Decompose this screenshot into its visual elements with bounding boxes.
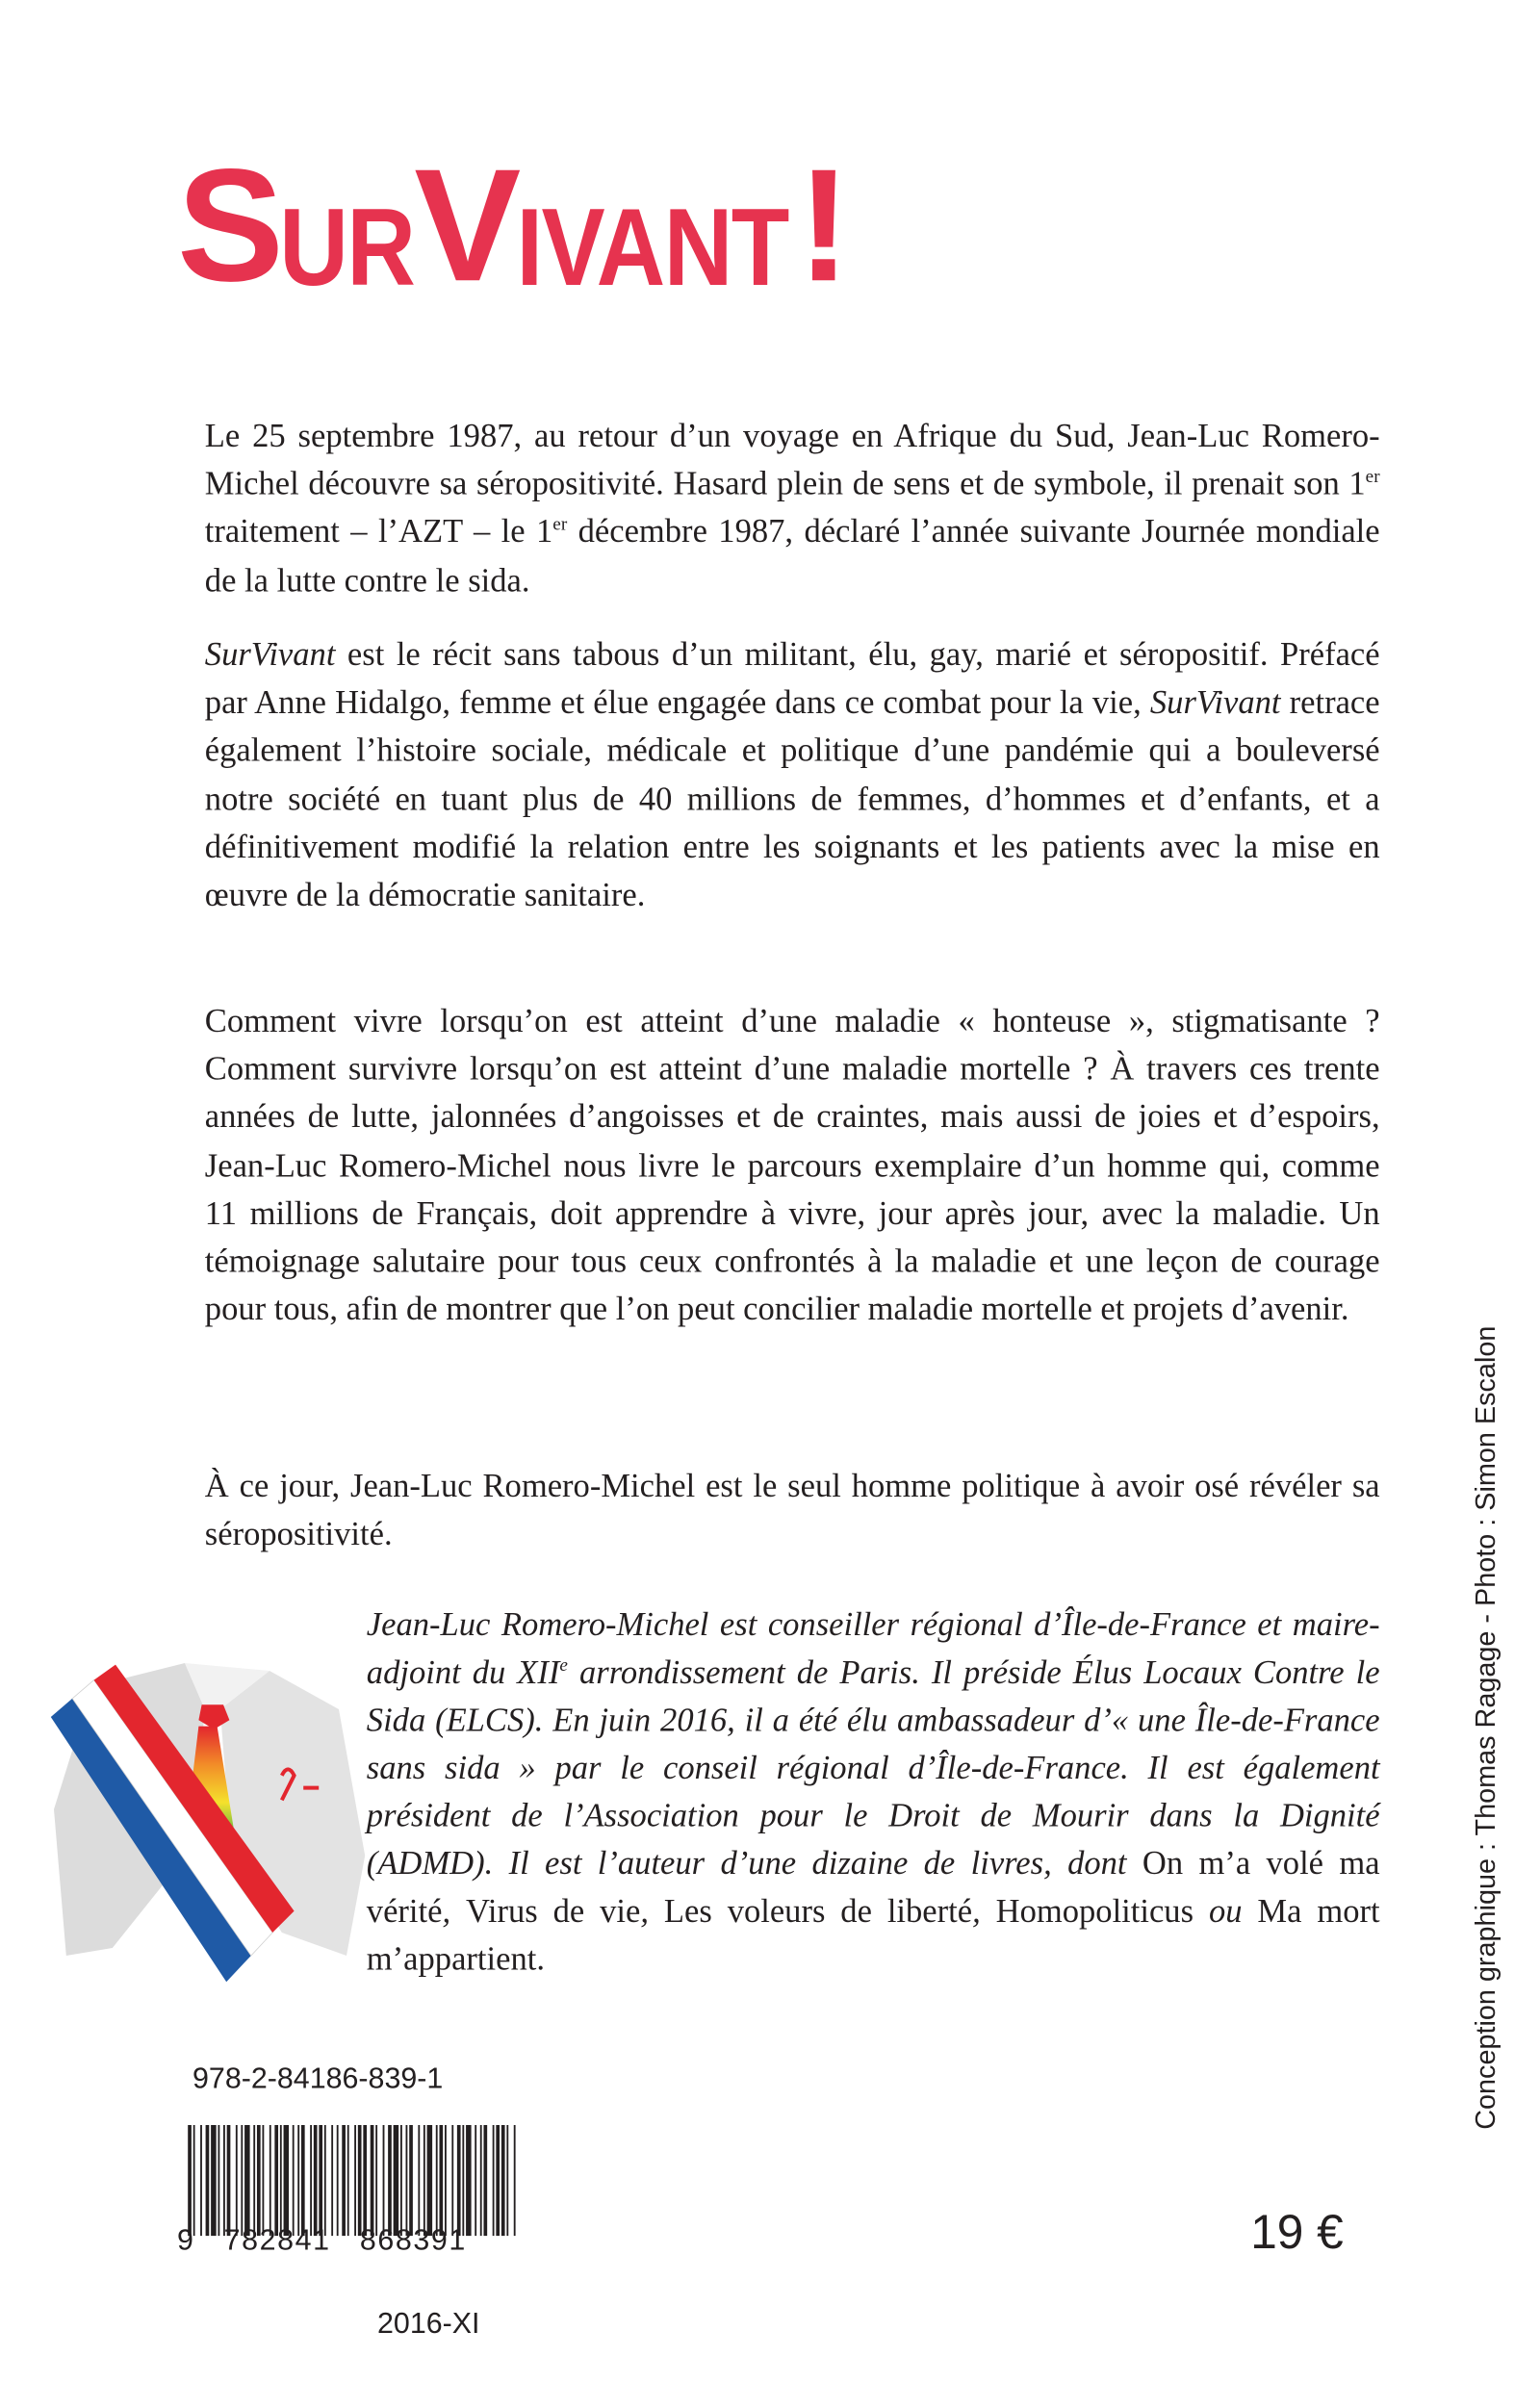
isbn-number: 978-2-84186-839-1	[192, 2063, 444, 2096]
barcode-bar	[280, 2125, 282, 2236]
bio-text-b: arrondissement de Paris. Il préside Élus Locaux Contre le Sida (ELCS). En juin 2016, il a été élu ambassadeur d’« une Île-de-France sans sida » par le conseil régional d’Île-de-France. Il est également président de l’Association pour le Droit de Mourir dans la Dignité (ADMD). Il est l’auteur d’une dizaine de livres, dont	[366, 1653, 1380, 1883]
barcode	[185, 2125, 521, 2236]
barcode-bar	[496, 2125, 500, 2236]
barcode-bar	[462, 2125, 464, 2236]
barcode-bar	[206, 2125, 210, 2236]
barcode-bar	[466, 2125, 472, 2236]
book-title-4: Homopoliticus	[995, 1892, 1194, 1930]
barcode-bar	[218, 2125, 219, 2236]
barcode-bar	[445, 2125, 447, 2236]
superscript: er	[552, 513, 568, 535]
book-title-3: Les voleurs de liberté	[663, 1892, 973, 1930]
barcode-bar	[475, 2125, 476, 2236]
blurb-paragraph-2	[205, 631, 1380, 920]
barcode-bar	[301, 2125, 305, 2236]
blurb-2-text-b: retrace également l’histoire sociale, médicale et politique d’une pandémie qui a bouleversé notre société en tuant plus de 40 millions de femmes, d’hommes et d’enfants, et a définitivement modifié la relation entre les soignants et les patients avec la mise en œuvre de la démocratie sanitaire.	[204, 683, 1380, 913]
barcode-bar	[347, 2125, 349, 2236]
barcode-bar	[324, 2125, 326, 2236]
barcode-bar	[388, 2125, 392, 2236]
price: 19 €	[1250, 2205, 1344, 2260]
book-title-2: Virus de vie	[466, 1892, 641, 1930]
book-title-italic: SurVivant	[204, 635, 336, 674]
title-part-ivant: IVANT	[516, 187, 788, 310]
barcode-bar	[314, 2125, 318, 2236]
barcode-bar	[436, 2125, 438, 2236]
book-title-5: Ma mort m’appartient	[366, 1892, 1380, 1978]
barcode-bar	[354, 2125, 356, 2236]
barcode-bar	[310, 2125, 312, 2236]
barcode-bar	[506, 2125, 508, 2236]
barcode-digits: 9 782841 868391	[177, 2225, 467, 2258]
title-exclamation: !	[797, 137, 850, 316]
book-title-1: On m’a volé ma vérité	[366, 1844, 1380, 1930]
barcode-bar	[297, 2125, 299, 2236]
barcode-bar	[358, 2125, 362, 2236]
period: .	[536, 1940, 545, 1978]
flag-sash-illustration	[38, 1625, 370, 1994]
barcode-bar	[480, 2125, 482, 2236]
barcode-bar	[427, 2125, 433, 2236]
barcode-bar	[493, 2125, 495, 2236]
barcode-bar	[394, 2125, 399, 2236]
barcode-bar	[244, 2125, 250, 2236]
separator: ,	[972, 1892, 996, 1930]
barcode-bar	[406, 2125, 408, 2236]
edition-code: 2016-XI	[377, 2308, 480, 2341]
book-title-italic: SurVivant	[1149, 683, 1281, 722]
separator: ,	[442, 1892, 466, 1930]
blurb-1-text-b: traitement – l’AZT – le 1	[204, 513, 553, 551]
title-part-ur: UR	[279, 187, 415, 310]
barcode-bar	[253, 2125, 255, 2236]
barcode-bar	[270, 2125, 271, 2236]
barcode-bar	[409, 2125, 413, 2236]
barcode-bar	[371, 2125, 374, 2236]
book-title	[177, 137, 850, 316]
barcode-bar	[257, 2125, 261, 2236]
barcode-bar	[223, 2125, 225, 2236]
blurb-paragraph-4: À ce jour, Jean-Luc Romero-Michel est le seul homme politique à avoir osé révéler sa séropositivité.	[204, 1467, 1380, 1553]
barcode-bar	[451, 2125, 453, 2236]
barcode-bar	[241, 2125, 243, 2236]
barcode-bar	[211, 2125, 217, 2236]
barcode-bar	[383, 2125, 385, 2236]
barcode-bar	[400, 2125, 402, 2236]
blurb-1-text-a: Le 25 septembre 1987, au retour d’un voyage en Afrique du Sud, Jean-Luc Romero-Michel découvre sa séropositivité. Hasard plein de sens et de symbole, il prenait son 1	[204, 417, 1380, 502]
barcode-bar	[188, 2125, 192, 2236]
barcode-bar	[424, 2125, 425, 2236]
author-bio	[367, 1601, 1380, 1984]
separator: ,	[640, 1892, 664, 1930]
bio-text-a: Jean-Luc Romero-Michel est conseiller régional d’Île-de-France et maire-adjoint du XII	[366, 1605, 1380, 1691]
title-letter-s: S	[177, 137, 280, 316]
barcode-bar	[262, 2125, 264, 2236]
superscript: er	[1365, 465, 1380, 487]
barcode-bar	[342, 2125, 346, 2236]
barcode-bar	[457, 2125, 461, 2236]
blurb-paragraph-1	[205, 413, 1380, 605]
blurb-1-text-c: décembre 1987, déclaré l’année suivante Journée mondiale de la lutte contre le sida.	[204, 513, 1380, 599]
barcode-bar	[363, 2125, 367, 2236]
barcode-bar	[274, 2125, 278, 2236]
barcode-bar	[319, 2125, 322, 2236]
barcode-bar	[227, 2125, 231, 2236]
superscript: e	[559, 1653, 568, 1676]
conjunction: ou	[1194, 1892, 1258, 1930]
blurb-paragraph-3: Comment vivre lorsqu’on est atteint d’une maladie « honteuse », stigmatisante ? Comment survivre lorsqu’on est atteint d’une maladie mortelle ? À travers ces trente années de lutte, jalonnées d’angoisses et de craintes, mais aussi de joies et d’espoirs, Jean-Luc Romero-Michel nous livre le parcours exemplaire d’un homme qui, comme 11 millions de Français, doit apprendre à vivre, jour après jour, avec la maladie. Un témoignage salutaire pour tous ceux confrontés à la maladie et une leçon de courage pour tous, afin de montrer que l’on peut concilier maladie mortelle et projets d’avenir.	[204, 1002, 1380, 1328]
barcode-bar	[514, 2125, 516, 2236]
barcode-bar	[337, 2125, 339, 2236]
barcode-bar	[284, 2125, 290, 2236]
barcode-bar	[483, 2125, 487, 2236]
barcode-bar	[331, 2125, 333, 2236]
barcode-bar	[501, 2125, 505, 2236]
barcode-bar	[200, 2125, 202, 2236]
design-credit: Conception graphique : Thomas Ragage - Photo : Simon Escalon	[1470, 1325, 1502, 2130]
barcode-bar	[293, 2125, 295, 2236]
barcode-bar	[418, 2125, 420, 2236]
barcode-bar	[439, 2125, 443, 2236]
blurb-2-text-a: est le récit sans tabous d’un militant, élu, gay, marié et séropositif. Préfacé par Anne Hidalgo, femme et élue engagée dans ce combat pour la vie,	[204, 635, 1380, 722]
barcode-bar	[375, 2125, 377, 2236]
title-letter-v: V	[414, 137, 517, 316]
barcode-bar	[236, 2125, 238, 2236]
barcode-bar	[193, 2125, 195, 2236]
